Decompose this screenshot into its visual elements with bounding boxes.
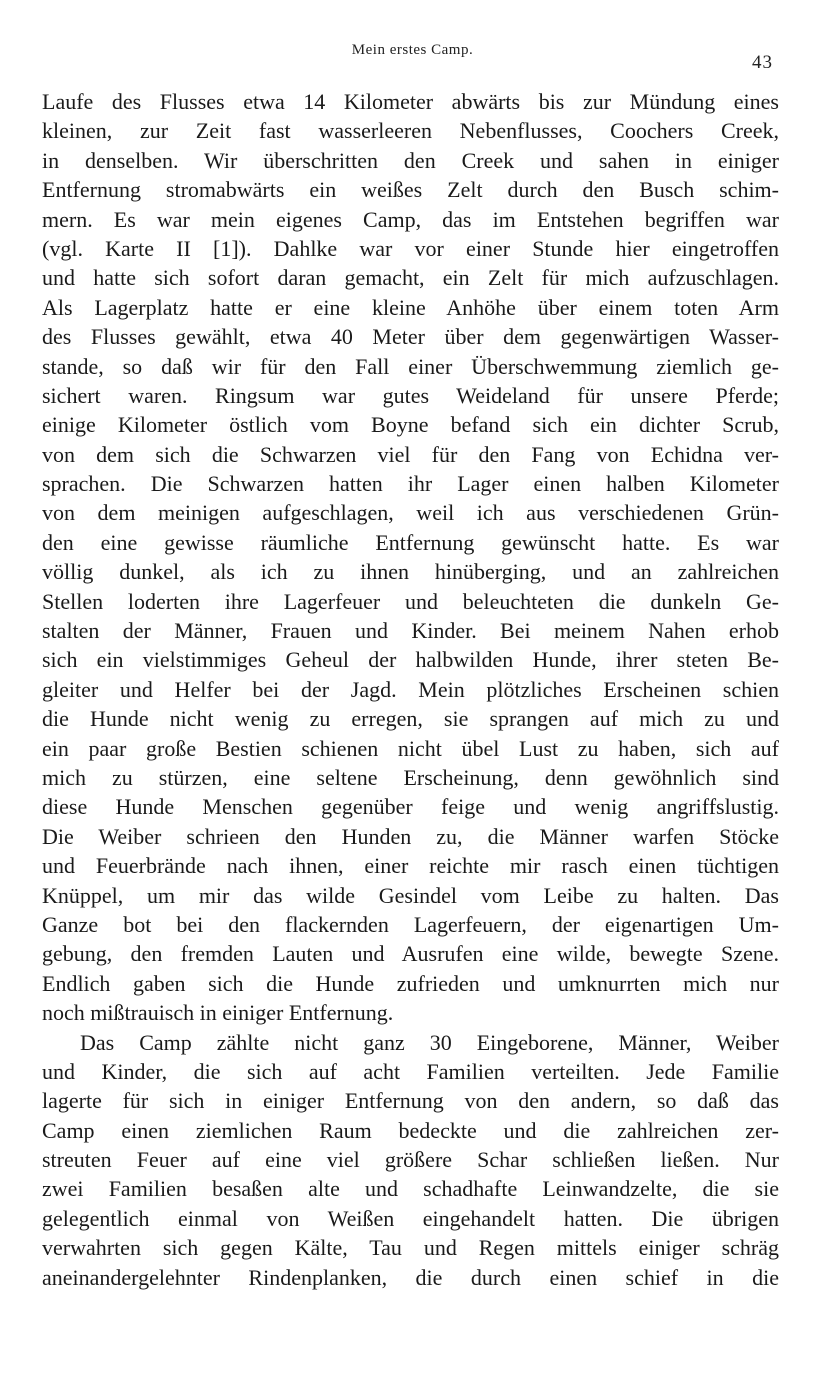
text-line: die Hunde nicht wenig zu erregen, sie sprangen auf mich zu und <box>42 706 779 732</box>
paragraph-end-line: noch mißtrauisch in einiger Entfernung. <box>42 1000 394 1026</box>
text-line: kleinen, zur Zeit fast wasserleeren Nebenflusses, Coochers Creek, <box>42 118 779 144</box>
text-line: (vgl. Karte II [1]). Dahlke war vor einer Stunde hier eingetroffen <box>42 235 779 261</box>
text-line: völlig dunkel, als ich zu ihnen hinüberging, und an zahlreichen <box>42 559 779 585</box>
text-line: Als Lagerplatz hatte er eine kleine Anhöhe über einem toten Arm <box>42 294 779 320</box>
text-line: aneinandergelehnter Rindenplanken, die durch einen schief in die <box>42 1264 779 1290</box>
text-line: sprachen. Die Schwarzen hatten ihr Lager einen halben Kilometer <box>42 471 779 497</box>
text-line: Ganze bot bei den flackernden Lagerfeuern, der eigenartigen Um- <box>42 911 779 937</box>
text-line: mich zu stürzen, eine seltene Erscheinung, denn gewöhnlich sind <box>42 764 779 790</box>
body-text <box>42 87 779 1292</box>
text-line: in denselben. Wir überschritten den Creek und sahen in einiger <box>42 147 779 173</box>
text-line: und Kinder, die sich auf acht Familien verteilten. Jede Familie <box>42 1058 779 1084</box>
text-line: Laufe des Flusses etwa 14 Kilometer abwärts bis zur Mündung eines <box>42 89 779 114</box>
paragraph-start-line: Das Camp zählte nicht ganz 30 Eingeborene, Männer, Weiber <box>80 1029 779 1055</box>
text-line: des Flusses gewählt, etwa 40 Meter über dem gegenwärtigen Wasser- <box>42 324 779 350</box>
text-line: streuten Feuer auf eine viel größere Schar schließen ließen. Nur <box>42 1147 779 1173</box>
text-line: sich ein vielstimmiges Geheul der halbwilden Hunde, ihrer steten Be- <box>42 647 779 673</box>
text-line: sichert waren. Ringsum war gutes Weideland für unsere Pferde; <box>42 382 779 408</box>
text-line: diese Hunde Menschen gegenüber feige und wenig angriffslustig. <box>42 794 779 820</box>
text-line: Die Weiber schrieen den Hunden zu, die Männer warfen Stöcke <box>42 823 779 849</box>
text-line: lagerte für sich in einiger Entfernung von den andern, so daß das <box>42 1088 779 1114</box>
text-line: von dem sich die Schwarzen viel für den Fang von Echidna ver- <box>42 441 779 467</box>
text-line: mern. Es war mein eigenes Camp, das im Entstehen begriffen war <box>42 206 779 232</box>
page-number: 43 <box>752 52 773 73</box>
text-line: gleiter und Helfer bei der Jagd. Mein plötzliches Erscheinen schien <box>42 676 779 702</box>
text-line: stalten der Männer, Frauen und Kinder. Bei meinem Nahen erhob <box>42 618 779 644</box>
text-line: Knüppel, um mir das wilde Gesindel vom Leibe zu halten. Das <box>42 882 779 908</box>
text-line: und Feuerbrände nach ihnen, einer reichte mir rasch einen tüchtigen <box>42 853 779 879</box>
text-line: von dem meinigen aufgeschlagen, weil ich aus verschiedenen Grün- <box>42 500 779 526</box>
text-line: den eine gewisse räumliche Entfernung gewünscht hatte. Es war <box>42 529 779 555</box>
text-line: Camp einen ziemlichen Raum bedeckte und die zahlreichen zer- <box>42 1117 779 1143</box>
text-line: verwahrten sich gegen Kälte, Tau und Regen mittels einiger schräg <box>42 1235 779 1261</box>
text-line: stande, so daß wir für den Fall einer Überschwemmung ziemlich ge- <box>42 353 779 379</box>
text-line: gelegentlich einmal von Weißen eingehandelt hatten. Die übrigen <box>42 1205 779 1231</box>
text-line: einige Kilometer östlich vom Boyne befand sich ein dichter Scrub, <box>42 412 779 438</box>
text-line: gebung, den fremden Lauten und Ausrufen eine wilde, bewegte Szene. <box>42 941 779 967</box>
running-title: Mein erstes Camp. <box>351 42 474 58</box>
text-line: Endlich gaben sich die Hunde zufrieden und umknurrten mich nur <box>42 970 779 996</box>
text-line: Entfernung stromabwärts ein weißes Zelt durch den Busch schim- <box>42 177 779 203</box>
text-line: Stellen loderten ihre Lagerfeuer und beleuchteten die dunkeln Ge- <box>42 588 779 614</box>
text-line: zwei Familien besaßen alte und schadhafte Leinwandzelte, die sie <box>42 1176 779 1202</box>
text-line: ein paar große Bestien schienen nicht übel Lust zu haben, sich auf <box>42 735 779 761</box>
text-line: und hatte sich sofort daran gemacht, ein Zelt für mich aufzuschlagen. <box>42 265 779 291</box>
